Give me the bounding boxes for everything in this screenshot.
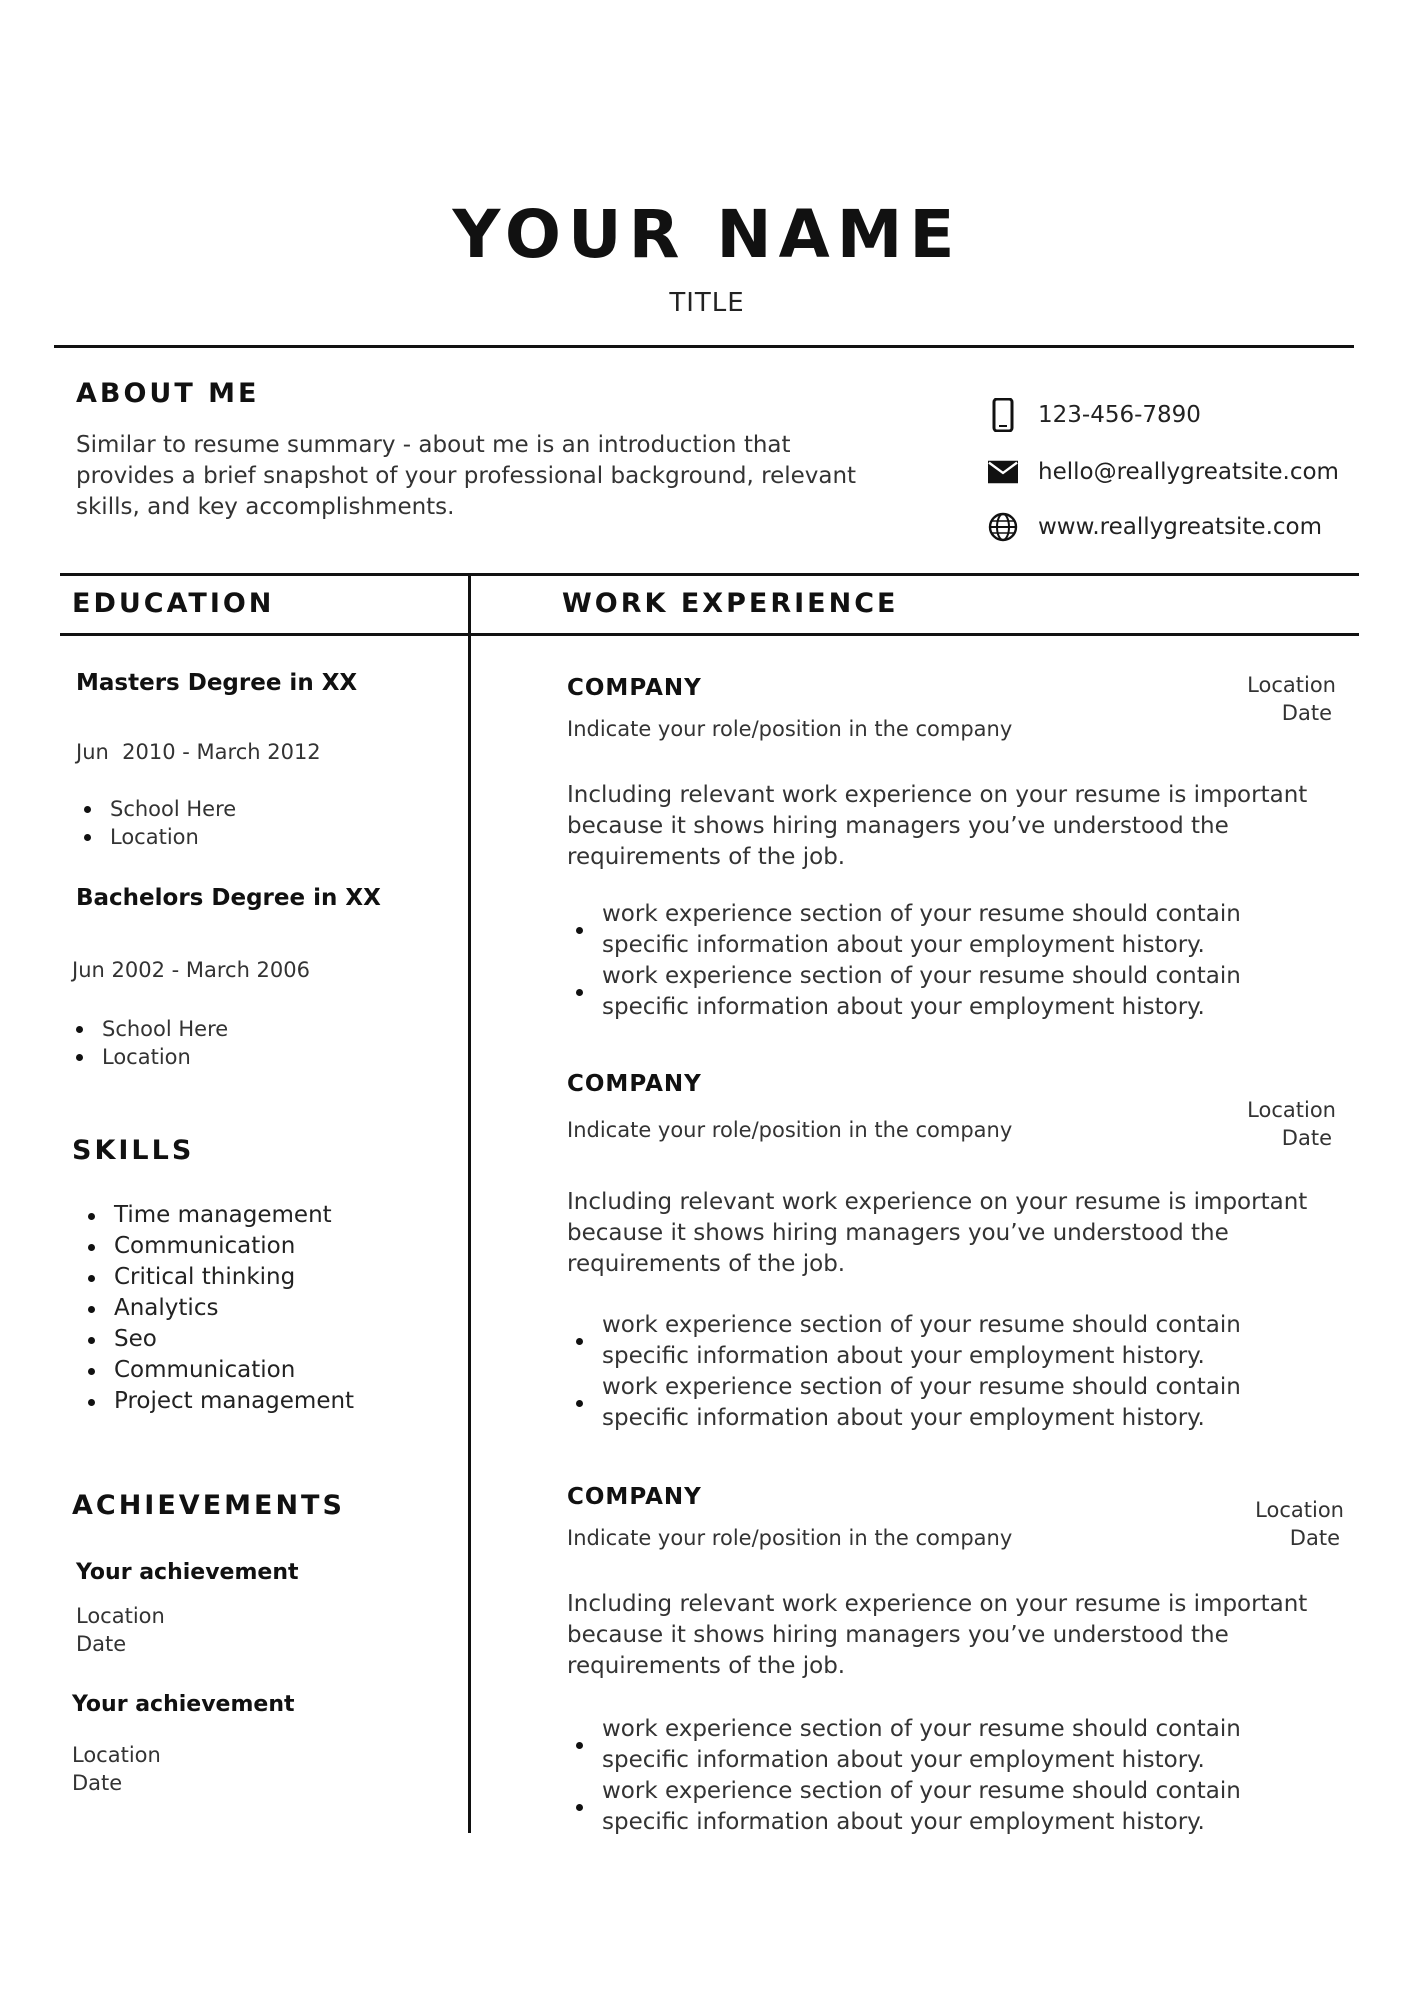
education-dates: Jun 2002 - March 2006: [72, 958, 310, 982]
resume-title: TITLE: [669, 288, 745, 318]
bullet-line: specific information about your employment history.: [602, 932, 1205, 958]
list-item: [568, 1776, 1241, 1838]
job-location: Location: [1255, 1498, 1344, 1522]
website-url[interactable]: www.reallygreatsite.com: [1038, 514, 1323, 540]
section-heading-rule: [60, 633, 1359, 636]
bullet-line: work experience section of your resume should contain: [602, 963, 1241, 989]
education-details: [76, 795, 236, 851]
globe-icon: [988, 512, 1018, 542]
job-desc-line: Including relevant work experience on your resume is important: [567, 782, 1308, 808]
skill-item: Time management: [80, 1200, 354, 1231]
job-desc-line: requirements of the job.: [567, 844, 846, 870]
bullet-line: work experience section of your resume should contain: [602, 901, 1241, 927]
job-description: [567, 780, 1327, 873]
job-company: COMPANY: [567, 675, 702, 701]
job-location-date: [1136, 1096, 1336, 1152]
contact-email: [988, 455, 1339, 489]
skill-item: Analytics: [80, 1293, 354, 1324]
skills-list: [80, 1200, 354, 1417]
job-desc-line: because it shows hiring managers you’ve understood the: [567, 813, 1229, 839]
list-item: [568, 899, 1241, 961]
job-bullets: [568, 1310, 1241, 1434]
phone-icon: [988, 400, 1018, 430]
job-role: Indicate your role/position in the company: [567, 1526, 1013, 1550]
header-divider: [54, 345, 1354, 348]
job-location: Location: [1247, 1098, 1336, 1122]
education-degree: Masters Degree in XX: [76, 670, 358, 696]
work-heading: WORK EXPERIENCE: [562, 588, 899, 619]
about-line: skills, and key accomplishments.: [76, 494, 455, 520]
skill-item: Communication: [80, 1231, 354, 1262]
list-item: [568, 1310, 1241, 1372]
job-company: COMPANY: [567, 1484, 702, 1510]
bullet-line: specific information about your employment history.: [602, 994, 1205, 1020]
achievement-date: Date: [76, 1632, 127, 1656]
job-description: [567, 1187, 1327, 1280]
list-item: School Here: [68, 1015, 228, 1043]
achievement-title: Your achievement: [72, 1692, 295, 1717]
list-item: School Here: [76, 795, 236, 823]
achievement-location: Location: [76, 1604, 165, 1628]
skill-item: Communication: [80, 1355, 354, 1386]
list-item: [568, 1714, 1241, 1776]
resume-name: YOUR NAME: [452, 196, 962, 273]
skills-heading: SKILLS: [72, 1135, 195, 1166]
job-role: Indicate your role/position in the company: [567, 717, 1013, 741]
list-item: [568, 1372, 1241, 1434]
contact-phone: [988, 398, 1201, 432]
contact-website: [988, 510, 1322, 544]
section-top-rule: [60, 573, 1359, 576]
bullet-line: work experience section of your resume should contain: [602, 1716, 1241, 1742]
mail-icon: [988, 457, 1018, 487]
about-heading: ABOUT ME: [76, 378, 260, 409]
about-line: Similar to resume summary - about me is an introduction that: [76, 432, 791, 458]
achievement-location: Location: [72, 1743, 161, 1767]
bullet-line: specific information about your employment history.: [602, 1405, 1205, 1431]
job-desc-line: because it shows hiring managers you’ve understood the: [567, 1220, 1229, 1246]
email-address[interactable]: hello@reallygreatsite.com: [1038, 459, 1339, 485]
job-desc-line: Including relevant work experience on your resume is important: [567, 1591, 1308, 1617]
phone-number[interactable]: 123-456-7890: [1038, 402, 1201, 428]
skill-item: Critical thinking: [80, 1262, 354, 1293]
achievements-heading: ACHIEVEMENTS: [72, 1490, 345, 1521]
job-role: Indicate your role/position in the company: [567, 1118, 1013, 1142]
bullet-line: specific information about your employment history.: [602, 1747, 1205, 1773]
job-location-date: [1144, 1496, 1344, 1552]
bullet-line: specific information about your employment history.: [602, 1809, 1205, 1835]
job-date: Date: [1281, 1126, 1332, 1150]
job-company: COMPANY: [567, 1071, 702, 1097]
list-item: Location: [76, 823, 236, 851]
achievement-date: Date: [72, 1771, 123, 1795]
about-text: [76, 430, 876, 523]
job-desc-line: Including relevant work experience on your resume is important: [567, 1189, 1308, 1215]
job-desc-line: because it shows hiring managers you’ve understood the: [567, 1622, 1229, 1648]
job-location: Location: [1247, 673, 1336, 697]
education-degree: Bachelors Degree in XX: [76, 885, 381, 911]
bullet-line: work experience section of your resume should contain: [602, 1374, 1241, 1400]
education-dates: Jun 2010 - March 2012: [76, 740, 321, 764]
bullet-line: work experience section of your resume should contain: [602, 1778, 1241, 1804]
job-date: Date: [1281, 701, 1332, 725]
education-heading: EDUCATION: [72, 588, 275, 619]
skill-item: Project management: [80, 1386, 354, 1417]
achievement-title: Your achievement: [76, 1560, 299, 1585]
about-line: provides a brief snapshot of your professional background, relevant: [76, 463, 857, 489]
bullet-line: specific information about your employment history.: [602, 1343, 1205, 1369]
job-bullets: [568, 899, 1241, 1023]
job-date: Date: [1289, 1526, 1340, 1550]
job-description: [567, 1589, 1327, 1682]
list-item: Location: [68, 1043, 228, 1071]
job-location-date: [1136, 671, 1336, 727]
bullet-line: work experience section of your resume should contain: [602, 1312, 1241, 1338]
job-desc-line: requirements of the job.: [567, 1653, 846, 1679]
list-item: [568, 961, 1241, 1023]
job-bullets: [568, 1714, 1241, 1838]
education-details: [68, 1015, 228, 1071]
job-desc-line: requirements of the job.: [567, 1251, 846, 1277]
column-divider: [468, 573, 471, 1833]
skill-item: Seo: [80, 1324, 354, 1355]
